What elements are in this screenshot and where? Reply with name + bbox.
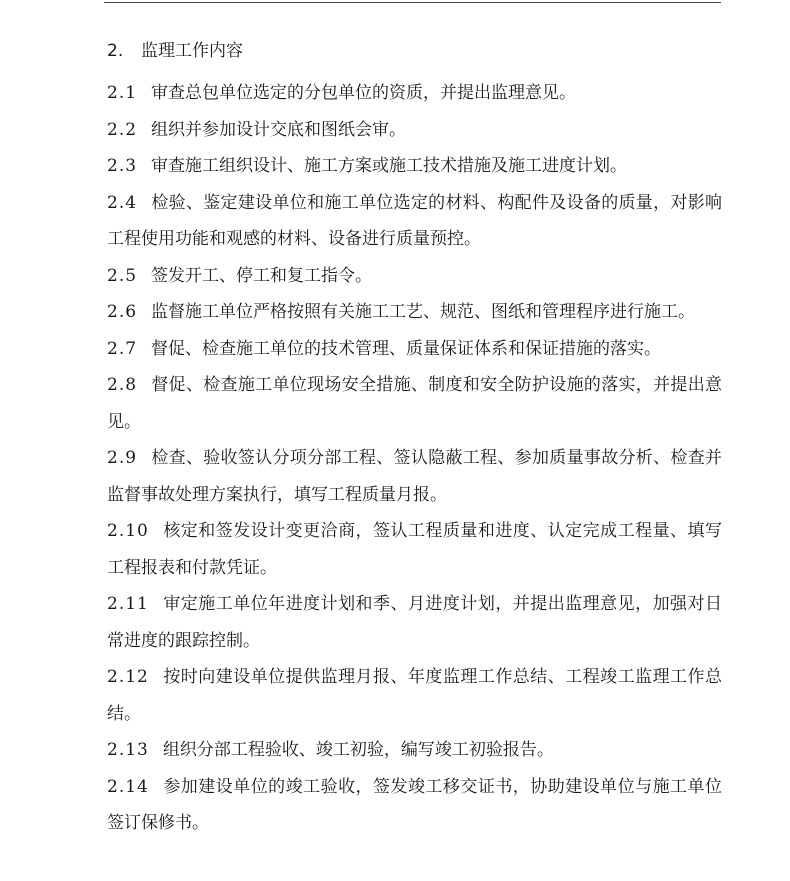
item-number: 2.7 [107,338,138,359]
item-number: 2.6 [107,302,138,322]
item-text: 组织并参加设计交底和图纸会审。 [151,119,407,140]
list-item [107,367,722,440]
list-item [107,112,722,149]
top-rule [104,2,721,3]
item-text: 检验、鉴定建设单位和施工单位选定的材料、构配件及设备的质量，对影响工程使用功能和观感的材料、设备进行质量预控。 [107,192,722,249]
section-title: 监理工作内容 [141,41,243,61]
item-text: 审定施工单位年进度计划和季、月进度计划，并提出监理意见，加强对日常进度的跟踪控制。 [107,594,722,651]
item-number: 2.3 [107,156,138,176]
item-text: 签发开工、停工和复工指令。 [151,265,373,286]
item-number: 2.5 [107,265,138,286]
item-text: 核定和签发设计变更洽商，签认工程质量和进度、认定完成工程量、填写工程报表和付款凭证。 [107,521,722,578]
section-number: 2. [107,41,124,61]
list-item [107,440,722,513]
list-item [107,294,722,331]
item-text: 督促、检查施工单位现场安全措施、制度和安全防护设施的落实，并提出意见。 [107,375,722,432]
item-number: 2.14 [107,776,149,797]
item-text: 审查施工组织设计、施工方案或施工技术措施及施工进度计划。 [151,156,628,176]
item-number: 2.13 [107,740,149,760]
item-number: 2.11 [107,594,149,614]
item-number: 2.12 [107,667,149,687]
list-item [107,258,722,295]
list-item [107,659,722,732]
list-item [107,586,722,659]
item-number: 2.1 [107,83,138,103]
item-list [107,75,722,842]
list-item [107,75,722,112]
section-heading [107,38,243,64]
list-item [107,769,722,842]
item-text: 按时向建设单位提供监理月报、年度监理工作总结、工程竣工监理工作总结。 [107,667,722,724]
list-item [107,513,722,586]
item-text: 监督施工单位严格按照有关施工工艺、规范、图纸和管理程序进行施工。 [151,302,696,322]
item-number: 2.10 [107,521,149,541]
item-text: 审查总包单位选定的分包单位的资质，并提出监理意见。 [151,83,577,103]
item-number: 2.9 [107,448,138,468]
item-number: 2.8 [107,375,138,395]
item-text: 检查、验收签认分项分部工程、签认隐蔽工程、参加质量事故分析、检查并监督事故处理方案执行，填写工程质量月报。 [107,448,722,505]
item-text: 参加建设单位的竣工验收，签发竣工移交证书，协助建设单位与施工单位签订保修书。 [107,776,722,833]
item-number: 2.2 [107,119,138,140]
item-text: 督促、检查施工单位的技术管理、质量保证体系和保证措施的落实。 [151,338,662,359]
list-item [107,732,722,769]
item-number: 2.4 [107,192,138,213]
list-item [107,185,722,258]
list-item [107,148,722,185]
item-text: 组织分部工程验收、竣工初验，编写竣工初验报告。 [162,740,554,760]
list-item [107,331,722,368]
